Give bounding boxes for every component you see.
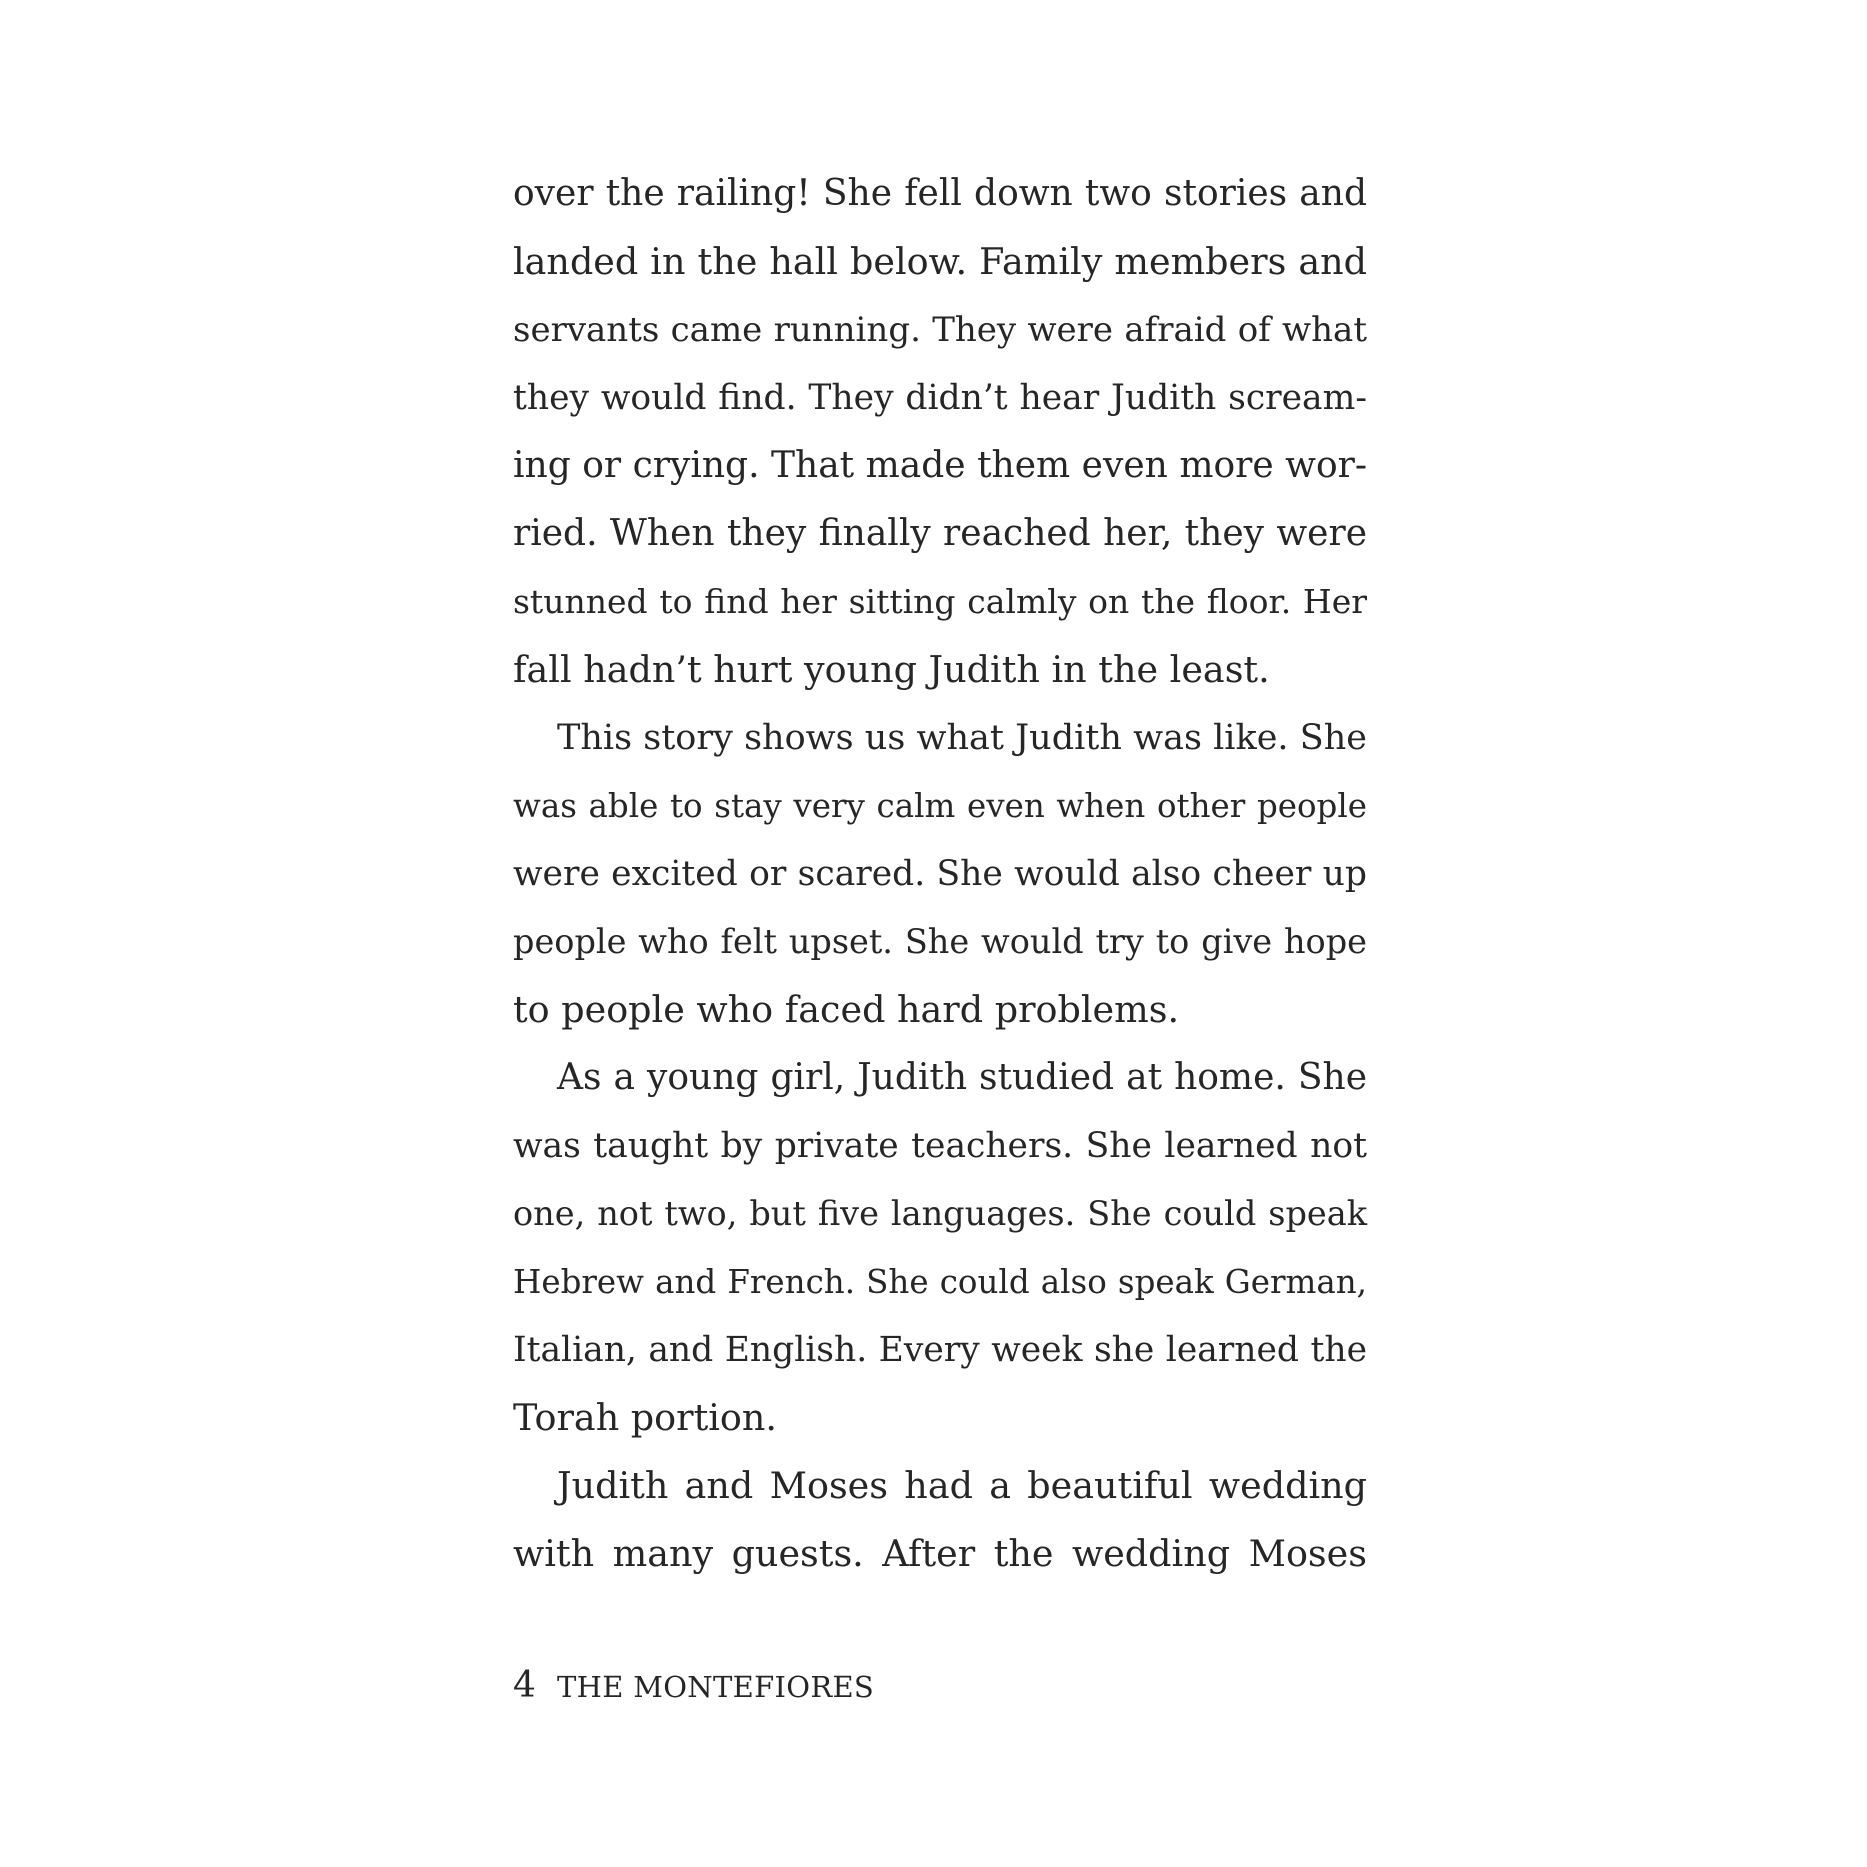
text-line: were excited or scared. She would also cheer up — [513, 854, 1367, 894]
text-line: Italian, and English. Every week she learned the — [513, 1330, 1367, 1370]
text-line: landed in the hall below. Family members and — [513, 240, 1367, 283]
text-line: ing or crying. That made them even more wor- — [513, 445, 1367, 486]
text-line: Torah portion. — [513, 1396, 778, 1439]
page-footer — [513, 1660, 874, 1712]
text-line: servants came running. They were afraid of what — [513, 310, 1367, 350]
running-head: THE MONTEFIORES — [557, 1670, 875, 1704]
text-line: ried. When they finally reached her, they were — [513, 513, 1367, 554]
text-line: This story shows us what Judith was like. She — [557, 718, 1367, 758]
text-line: As a young girl, Judith studied at home. She — [557, 1057, 1367, 1098]
book-page — [513, 0, 1367, 1640]
text-line: one, not two, but five languages. She could speak — [513, 1194, 1367, 1233]
text-line: people who felt upset. She would try to give hope — [513, 922, 1367, 961]
text-line: they would find. They didn’t hear Judith scream- — [513, 378, 1367, 418]
text-line: fall hadn’t hurt young Judith in the least. — [513, 648, 1270, 691]
text-line: with many guests. After the wedding Moses — [513, 1532, 1367, 1575]
text-line: was able to stay very calm even when other people — [513, 787, 1367, 825]
text-line: Hebrew and French. She could also speak German, — [513, 1263, 1367, 1301]
page-number: 4 — [513, 1665, 536, 1706]
text-line: to people who faced hard problems. — [513, 988, 1180, 1031]
text-line: was taught by private teachers. She learned not — [513, 1126, 1367, 1166]
text-line: Judith and Moses had a beautiful wedding — [557, 1464, 1367, 1507]
text-line: over the railing! She fell down two stories and — [513, 173, 1367, 214]
text-line: stunned to find her sitting calmly on the floor. Her — [513, 582, 1367, 621]
